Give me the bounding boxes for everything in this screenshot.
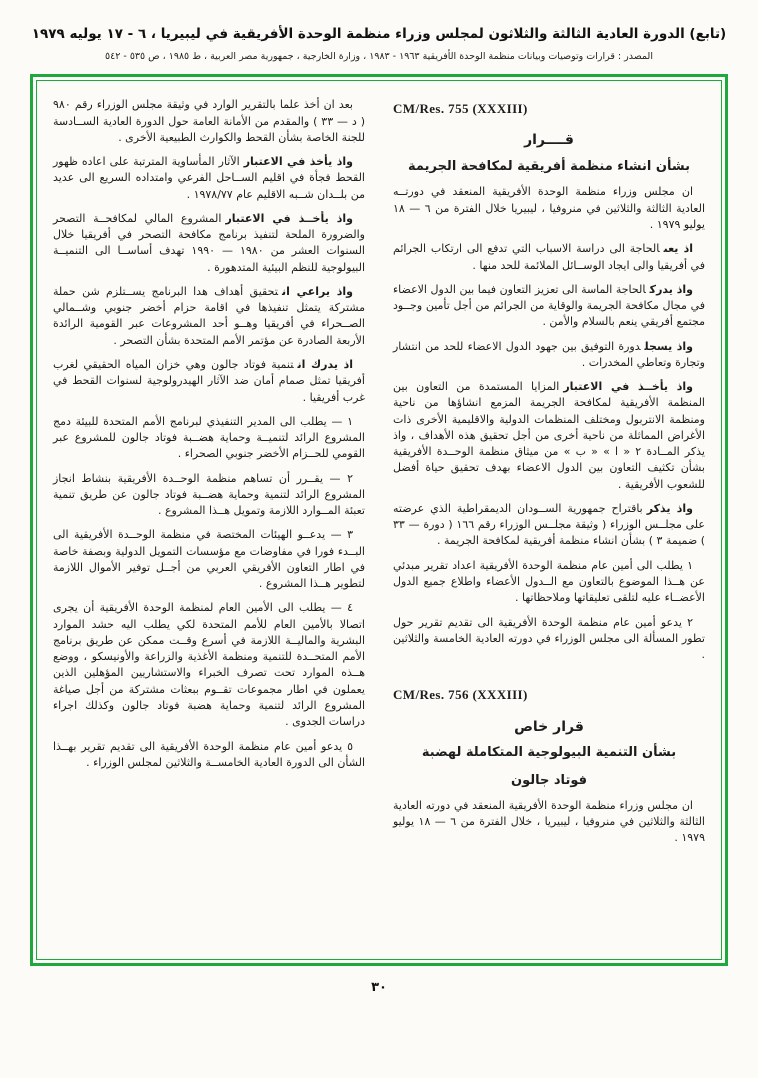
- paragraph: [393, 282, 705, 331]
- paragraph-text: باقتراح جمهورية الســودان الديمقراطية الذي عرضته على مجلــس الوزراء ( وثيقة مجلــس الوزراء رقم ١٦٦ ( دورة — ٣٣ ) ضميمة ٣ ) بشأن انشاء منظمة أفريقية لمكافحة الجريمة .: [393, 501, 705, 548]
- document-header: [0, 0, 758, 62]
- resolution-756-title: قرار خاص: [514, 718, 584, 735]
- paragraph: [393, 241, 705, 274]
- paragraph-lead: واذ يذكر: [646, 501, 694, 515]
- paragraph-text: الحاجة الماسة الى تعزيز التعاون فيما بين الدول الاعضاء في مجال مكافحة الجريمة والوقاية من الجرائم من أجل تأمين وجــود مجتمع أفريقي ينعم بالسلام والأمن .: [393, 282, 705, 329]
- paragraph: [53, 414, 365, 463]
- paragraph-text: دورة التوفيق بين جهود الدول الاعضاء للحد من انتشار وتجارة وتعاطي المخدرات .: [393, 339, 705, 369]
- paragraph: [53, 600, 365, 730]
- paragraph: [53, 471, 365, 520]
- paragraph-lead: واذ يسجل: [644, 339, 693, 353]
- paragraph-lead: واذ يأخــذ في الاعتبار: [563, 380, 693, 394]
- paragraph-text: الآثار المأساوية المترتبة على اعاده ظهور القحط فجأة في اقليم الســاحل الفرعي وامتداده السريع الى عديد من بلــدان شــبه الاقليم عام ١٩٧٨/٧٧ .: [53, 155, 365, 201]
- green-frame: [30, 74, 728, 966]
- paragraph-text: تنمية فوتاد جالون وهي خزان المياه الحقيقي لغرب أفريقيا تمثل صمام أمان ضد الآثار الهيدرولوجية لسنوات القحط في غرب أفريقيا .: [53, 357, 365, 404]
- paragraph: [393, 615, 705, 664]
- paragraph-text: ١ — يطلب الى المدير التنفيذي لبرنامج الأمم المتحدة للبيئة دمج المشروع الرائد لتنميــة وحماية هضــبة فوتاد جالون للمشروع عبر القومي للحــزام الأخضر جنوبي الصحراء .: [53, 414, 365, 461]
- paragraph: [53, 211, 365, 276]
- paragraph: [53, 284, 365, 349]
- resolution-756-code: CM/Res. 756 (XXXIII): [393, 687, 528, 703]
- paragraph-text: ٢ — يقــرر أن تساهم منظمة الوحــدة الأفريقية بنشاط انجاز المشروع الرائد لتنمية وحماية هضــبة فوتاد جالون عن طريق تنمية تعبئة المــوارد اللازمة وتمويل هــذا المشروع .: [53, 471, 365, 518]
- left-column: [53, 97, 365, 779]
- paragraph: [393, 379, 705, 493]
- paragraph: [53, 97, 365, 146]
- paragraph: [53, 739, 365, 772]
- paragraph-lead: واذ يدرك: [649, 282, 693, 296]
- paragraph-lead: واذ يأخذ في الاعتبار: [243, 155, 353, 169]
- resolution-755-subject: بشأن انشاء منظمة أفريقية لمكافحة الجريمة: [408, 159, 690, 175]
- resolution-755-title: قــــرار: [524, 132, 574, 149]
- paragraph-lead: واذ يراعي ان: [282, 284, 353, 298]
- paragraph-text: ٣ — يدعــو الهيئات المختصة في منظمة الوحــدة الأفريقية الى البــدء فورا في مفاوضات مع مؤسسات التمويل الدولية وبصفة خاصة في اطار التعاون الأفريقي العربي من أجــل توفير الأموال اللازمة لتطوير هــذا المشروع .: [53, 528, 365, 591]
- resolution-756-subject-line2: فوتاد جالون: [510, 772, 587, 788]
- paragraph: [53, 154, 365, 203]
- paragraph-text: ان مجلس وزراء منظمة الوحدة الأفريقية المنعقد في دورتــه العادية الثالثة والثلاثين في منروفيا ، ليبيريا خلال الفترة من ٦ — ١٨ يوليو ١٩٧٩ .: [393, 185, 705, 231]
- paragraph: [53, 527, 365, 592]
- paragraph-text: ١ يطلب الى أمين عام منظمة الوحدة الأفريقية اعداد تقرير مبدئي عن هــذا الموضوع بالتعاون مع الــدول الأعضاء واطلاع جميع الدول الأعضــاء عليه لتلقى تعليقاتها وملاحظاتها .: [393, 558, 705, 605]
- paragraph-text: ان مجلس وزراء منظمة الوحدة الأفريقية المنعقد في دورته العادية الثالثة والثلاثين في منروفيا ، ليبيريا ، خلال الفترة من ٦ — ١٨ يوليو ١٩٧٩ .: [393, 798, 705, 845]
- paragraph: [393, 501, 705, 550]
- paragraph-text: ٢ يدعو أمين عام منظمة الوحدة الأفريقية الى تقديم تقرير حول تطور المسألة الى مجلس الوزراء في دورته العادية الخامسة والثلاثين .: [393, 615, 705, 662]
- paragraph-text: المشروع المالي لمكافحــة التصحر والضرورة الملحة لتنفيذ برنامج مكافحة التصحر في أفريقيا خلال السنوات العشر من ١٩٨٠ — ١٩٩٠ تهدف أساســا الى التنميــة البيولوجية للنظم البيئية المتدهورة .: [53, 211, 365, 274]
- paragraph-lead: اذ يعى: [663, 242, 693, 256]
- paragraph-lead: واذ يأخــذ في الاعتبار: [225, 211, 353, 225]
- document-source-line: المصدر : قرارات وتوصيات وبيانات منظمة الوحدة الأفريقية ١٩٦٣ - ١٩٨٣ ، وزارة الخارجية ، جمهورية مصر العربية ، ط ١٩٨٥ ، ص ٥٣٥ - ٥٤٢: [105, 51, 653, 63]
- page-number: ٣٠: [371, 980, 387, 996]
- two-column-layout: [53, 97, 705, 854]
- paragraph-text: ٥ يدعو أمين عام منظمة الوحدة الأفريقية الى تقديم تقرير بهــذا الشأن الى الدورة العادية الخامســة والثلاثين لمجلس الوزراء .: [53, 739, 365, 769]
- paragraph-text: تحقيق أهداف هدا البرنامج يســتلزم شن حملة مشتركة يتمثل تنفيذها في اقامة حزام أخضر جنوبي وشــمالي الصــحراء في أفريقيا وهــو أحد المشروعات عبر القومية الرائدة الأربعة الصادرة عن مؤتمر الأمم المتحدة بشأن التصحر .: [53, 284, 365, 347]
- paragraph: [393, 339, 705, 372]
- paragraph-text: ٤ — يطلب الى الأمين العام لمنظمة الوحدة الأفريقية أن يجرى اتصالا بالأمين العام للأمم المتحدة لكي يطلب اليه حشد الموارد البشرية والماليــة اللازمة في أسرع وقــت ممكن عن طريق برنامج الأمم المتحــدة للتنمية ومنظمة الأغذية والزراعة والأونيسكو ، ووضع هــذه الموارد تحت تصرف الخبراء والاستشاريين المؤهلين الذين يعملون في اطار مجموعات تقــوم ببعثات مشتركة من أجل صياغة المشروع الرائد لتنمية وحماية هضبة فوتاد جالون وكذلك اجراء دراسات الجدوى .: [53, 601, 365, 729]
- paragraph-text: المزايا المستمدة من التعاون بين المنظمة الأفريقية لمكافحة الجريمة المزمع انشاؤها من ناحية ومنظمة الانتربول ومختلف المنظمات الدولية والاقليمية الأخرى ذات الأغراض المماثلة من ناحية أخرى من أجل تحقيق هذه الأهداف ، واذ يذكر المــادة ٢ « ا » « ب » من ميثاق منظمة الوحــدة الأفريقية بشأن تكثيف التعاون بين الدول الاعضاء بهدف تحقيق حياة أفضل للشعوب الأفريقية .: [393, 380, 705, 491]
- paragraph: [393, 558, 705, 607]
- paragraph-lead: اذ يدرك ان: [297, 357, 353, 371]
- resolution-756-subject-line1: بشأن التنمية البيولوجية المتكاملة لهضبة: [421, 745, 677, 761]
- paragraph: [393, 184, 705, 233]
- document-header-title: (تابع) الدورة العادية الثالثة والثلاثون لمجلس وزراء منظمة الوحدة الأفريقية في ليبيريا ، ٦ - ١٧ يوليه ١٩٧٩: [31, 26, 727, 42]
- paragraph-text: الحاجة الى دراسة الاسباب التي تدفع الى ارتكاب الجرائم في أفريقيا والى ايجاد الوســائل الملائمة للحد منها .: [393, 242, 705, 272]
- green-frame-inner: [36, 80, 722, 960]
- resolution-755-code: CM/Res. 755 (XXXIII): [393, 101, 528, 117]
- paragraph: [53, 357, 365, 406]
- paragraph-text: بعد ان أخذ علما بالتقرير الوارد في وثيقة مجلس الوزراء رقم ٩٨٠ ( د — ٣٣ ) والمقدم من الأمانة العامة حول الدورة العادية الســادسة للجنة الخاصة بشأن القحط والكوارث الطبيعية الأخرى .: [53, 98, 365, 144]
- right-column: [393, 97, 705, 854]
- paragraph: [393, 798, 705, 847]
